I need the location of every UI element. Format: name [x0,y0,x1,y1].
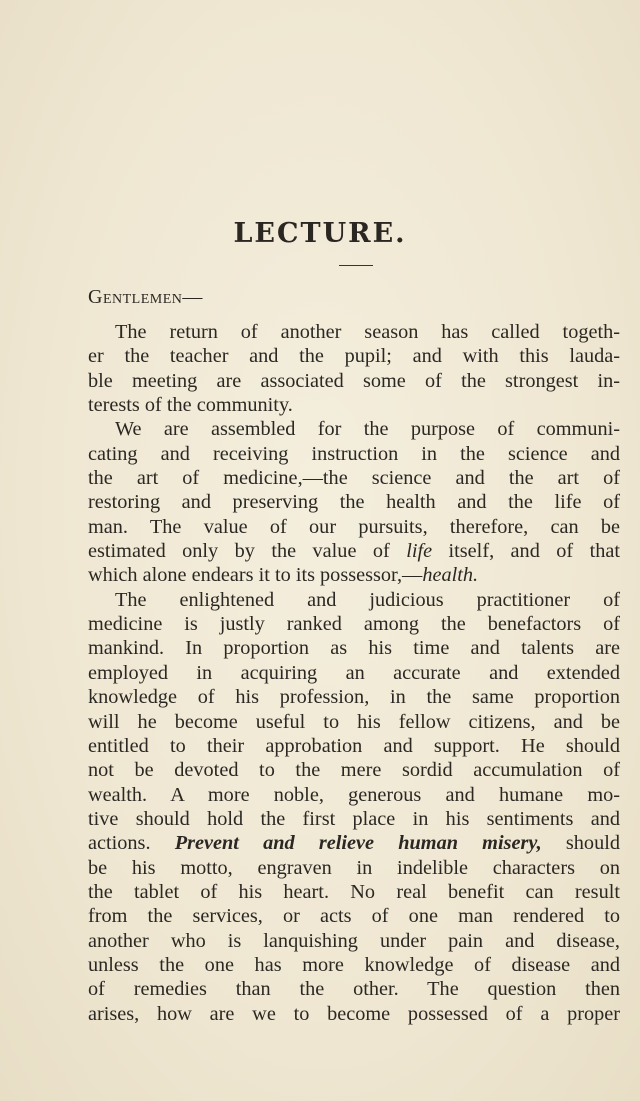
text-line: employed in acquiring an accurate and extended [88,661,620,684]
text-line: We are assembled for the purpose of communi- [115,418,620,441]
salutation: Gentlemen— [88,286,203,308]
text-fragment: itself, and of that [432,540,620,563]
text-fragment: should [541,832,620,855]
text-line [88,831,620,855]
text-line: the tablet of his heart. No real benefit can result [88,880,620,903]
text-line: terests of the community. [88,394,293,417]
text-line: man. The value of our pursuits, therefore, can be [88,515,620,538]
text-line: be his motto, engraven in indelible characters on [88,856,620,879]
text-line: the art of medicine,—the science and the art of [88,467,620,490]
text-line: of remedies than the other. The question then [88,978,620,1001]
text-line: ble meeting are associated some of the strongest in- [88,369,620,392]
text-line: wealth. A more noble, generous and humane mo- [88,783,620,806]
emphasized-text: life [406,540,433,563]
text-line: unless the one has more knowledge of disease and [88,953,620,976]
emphasized-text: health. [422,564,479,587]
text-line: arises, how are we to become possessed of a proper [88,1002,620,1025]
emphasized-text: Prevent and relieve human misery, [174,832,542,855]
text-line [88,563,620,587]
text-line: er the teacher and the pupil; and with this lauda- [88,345,620,368]
text-line: not be devoted to the mere sordid accumulation of [88,759,620,782]
text-line: from the services, or acts of one man rendered to [88,905,620,928]
text-line: The return of another season has called togeth- [115,321,620,343]
text-line: cating and receiving instruction in the science and [88,442,620,465]
text-fragment: actions. [88,832,175,855]
page-heading: LECTURE. [233,218,407,249]
lecture-body-text [88,320,620,1026]
text-fragment: estimated only by the value of [88,540,407,563]
heading-rule [339,265,373,266]
text-line: knowledge of his profession, in the same proportion [88,686,620,709]
text-line: The enlightened and judicious practitioner of [115,588,620,611]
text-line: medicine is justly ranked among the benefactors of [88,613,620,636]
text-line: restoring and preserving the health and the life of [88,491,620,514]
text-line: another who is lanquishing under pain and disease, [88,929,620,952]
text-line [88,539,620,563]
text-line: will he become useful to his fellow citizens, and be [88,710,620,733]
text-line: tive should hold the first place in his sentiments and [88,807,620,830]
text-fragment: which alone endears it to its possessor,— [88,564,423,587]
text-line: entitled to their approbation and support. He should [88,734,620,757]
text-line: mankind. In proportion as his time and talents are [88,637,620,660]
